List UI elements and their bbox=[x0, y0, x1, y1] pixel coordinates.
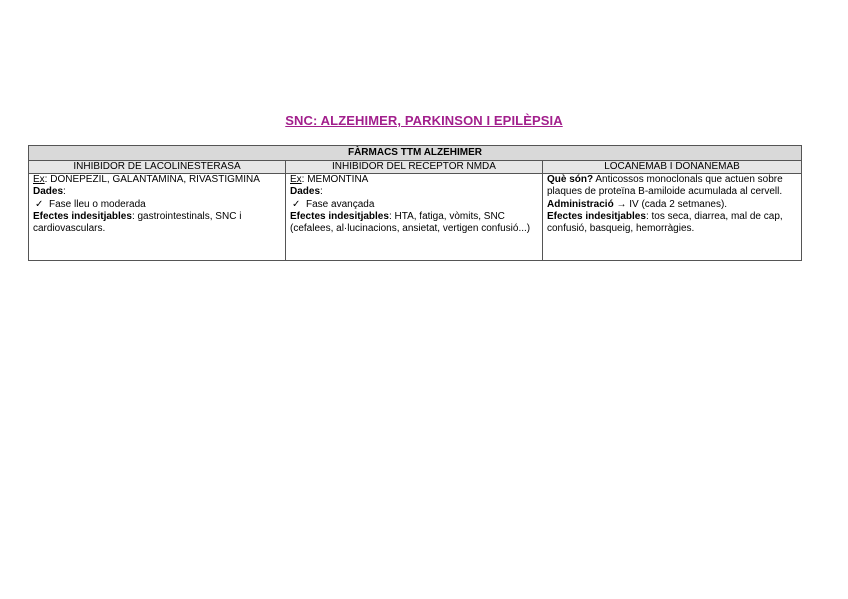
column-header-antibodies: LOCANEMAB I DONANEMAB bbox=[543, 161, 802, 174]
checkmark-icon: ✓ bbox=[292, 198, 301, 210]
dades-label: Dades bbox=[290, 186, 321, 198]
what-are-label: Què són? bbox=[547, 174, 594, 185]
column-header-nmda: INHIBIDOR DEL RECEPTOR NMDA bbox=[286, 161, 543, 174]
side-effects-value: : tos seca, diarrea, mal de cap, confusió, basqueig, hemorràgies. bbox=[547, 210, 783, 235]
dades-colon: : bbox=[320, 186, 323, 198]
cell-cholinesterase bbox=[29, 174, 286, 261]
column-header-cholinesterase: INHIBIDOR DE LACOLINESTERASA bbox=[29, 161, 286, 174]
check-text: Fase lleu o moderada bbox=[49, 198, 146, 210]
example-line bbox=[290, 174, 538, 186]
side-effects-value: : HTA, fatiga, vòmits, SNC (cefalees, al·lucinacions, ansietat, vertigen confusió...) bbox=[290, 210, 531, 235]
side-effects-line bbox=[547, 211, 797, 236]
page-title: SNC: ALZEHIMER, PARKINSON I EPILÈPSIA bbox=[285, 113, 563, 128]
administration-line bbox=[547, 199, 797, 211]
side-effects-label: Efectes indesitjables bbox=[33, 210, 132, 222]
dades-line bbox=[33, 186, 281, 198]
table-header: FÀRMACS TTM ALZEHIMER bbox=[29, 146, 802, 161]
side-effects-line bbox=[33, 211, 281, 236]
dades-colon: : bbox=[63, 186, 66, 198]
check-text: Fase avançada bbox=[306, 198, 375, 210]
administration-label: Administració bbox=[547, 198, 614, 210]
example-line bbox=[33, 174, 281, 186]
dades-line bbox=[290, 186, 538, 198]
cell-antibodies bbox=[543, 174, 802, 261]
cell-nmda bbox=[286, 174, 543, 261]
alzheimer-drugs-table bbox=[28, 145, 802, 261]
side-effects-label: Efectes indesitjables bbox=[290, 210, 389, 222]
check-item bbox=[33, 199, 281, 211]
what-are-line bbox=[547, 174, 797, 199]
what-are-value: Anticossos monoclonals que actuen sobre plaques de proteïna B-amiloide acumulada al cervell. bbox=[547, 174, 783, 198]
administration-value: → IV (cada 2 setmanes). bbox=[613, 198, 728, 210]
side-effects-value: : gastrointestinals, SNC i cardiovasculars. bbox=[33, 210, 242, 235]
example-value: : MEMONTINA bbox=[301, 174, 369, 185]
side-effects-label: Efectes indesitjables bbox=[547, 210, 646, 222]
side-effects-line bbox=[290, 211, 538, 236]
example-value: : DONEPEZIL, GALANTAMINA, RIVASTIGMINA bbox=[44, 174, 260, 185]
check-item bbox=[290, 199, 538, 211]
example-label: Ex bbox=[290, 174, 302, 185]
example-label: Ex bbox=[33, 174, 45, 185]
checkmark-icon: ✓ bbox=[35, 198, 44, 210]
dades-label: Dades bbox=[33, 186, 64, 198]
